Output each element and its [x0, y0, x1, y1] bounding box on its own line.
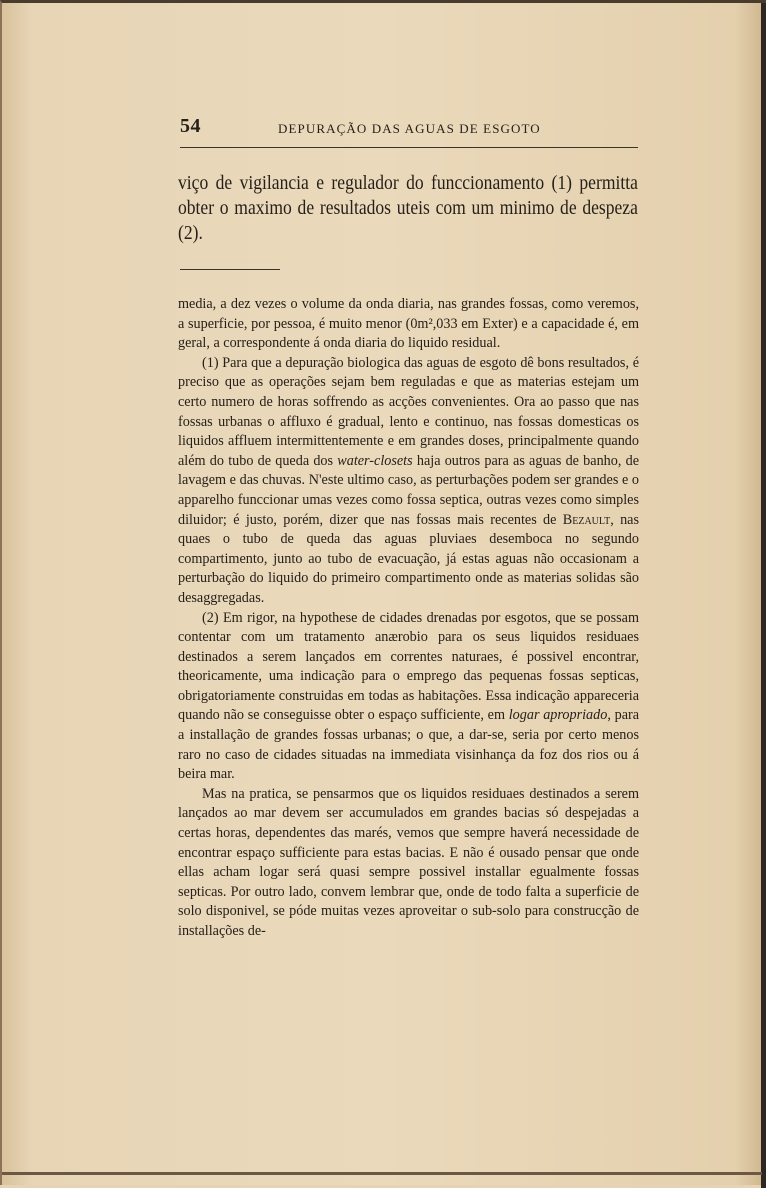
footnote-separator: [180, 269, 280, 270]
page-bottom-edge: [2, 1172, 762, 1175]
footnote-1-text-c: , nas quaes o tubo de queda das aguas pluviaes desemboca no segundo compartimento, junto ao tubo de evacuação, já estas aguas não occasionam a perturbação do liquido do primeiro compartimento onde as materias solidas são desaggregadas.: [178, 511, 639, 606]
footnote-2-text-a: (2) Em rigor, na hypothese de cidades drenadas por esgotos, que se possam contentar com um tratamento anærobio para os seus liquidos residuaes destinados a serem lançados em correntes naturaes, é possivel encontrar, theoricamente, uma indicação para o emprego das pequenas fossas septicas, obrigatoriamente construidas em todas as habitações. Essa indicação appareceria quando não se conseguisse obter o espaço sufficiente, em: [178, 609, 639, 724]
page-edge-shadow: [761, 3, 766, 1188]
footnote-continuation: media, a dez vezes o volume da onda diaria, nas grandes fossas, como veremos, a superficie, por pessoa, é muito menor (0m²,033 em Exter) e a capacidade é, em geral, a correspondente á onda diaria do liquido residual.: [178, 296, 639, 352]
running-title: DEPURAÇÃO DAS AGUAS DE ESGOTO: [278, 121, 541, 136]
footnote-1-text-a: (1) Para que a depuração biologica das aguas de esgoto dê bons resultados, é preciso que as operações sejam bem reguladas e que as materias estejam um certo numero de horas soffrendo as acções convenientes. Ora ao passo que nas fossas urbanas o affluxo é gradual, lento e continuo, nas fossas domesticas os liquidos affluem intermittentemente e em grandes doses, principalmente quando além do tubo de queda dos: [178, 354, 639, 469]
header-rule: [180, 147, 638, 148]
footnote-2: [178, 609, 639, 785]
footnote-1-italic: water-closets: [337, 452, 413, 469]
main-text: viço de vigilancia e regulador do funccionamento (1) permitta obter o maximo de resultados uteis com um minimo de despeza (2).: [178, 173, 638, 244]
footnote-2-text-b: , para a installação de grandes fossas urbanas; o que, a dar-se, seria por certo menos raro no caso de cidades situadas na immediata visinhança da foz dos rios ou á beira mar.: [178, 707, 640, 783]
footnote-2-continuation: Mas na pratica, se pensarmos que os liquidos residuaes destinados a serem lançados ao mar devem ser accumulados em grandes bacias só despejadas a certas horas, dependentes das marés, vemos que sempre haverá necessidade de encontrar espaço sufficiente para estas bacias. E não é ousado pensar que onde ellas acham logar será quasi sempre possivel installar egualmente fossas septicas. Por outro lado, convem lembrar que, onde de todo falta a superficie de solo disponivel, se póde muitas vezes aproveitar o sub-solo para construcção de installações de-: [178, 785, 639, 939]
page-number: 54: [180, 115, 201, 137]
footnote-1-author-name: Bezault: [562, 511, 611, 528]
footnote-2-italic: logar apropriado: [508, 707, 608, 724]
page-header: [180, 115, 638, 139]
footnotes: [178, 295, 639, 942]
footnote-1: [178, 354, 639, 609]
footnote-1-text-b: haja outros para as aguas de banho, de lavagem e das chuvas. N'este ultimo caso, as perturbações podem ser grandes e o apparelho funccionar umas vezes como fossa septica, outras vezes como simples diluidor; é justo, porém, dizer que nas fossas mais recentes de: [178, 452, 639, 528]
